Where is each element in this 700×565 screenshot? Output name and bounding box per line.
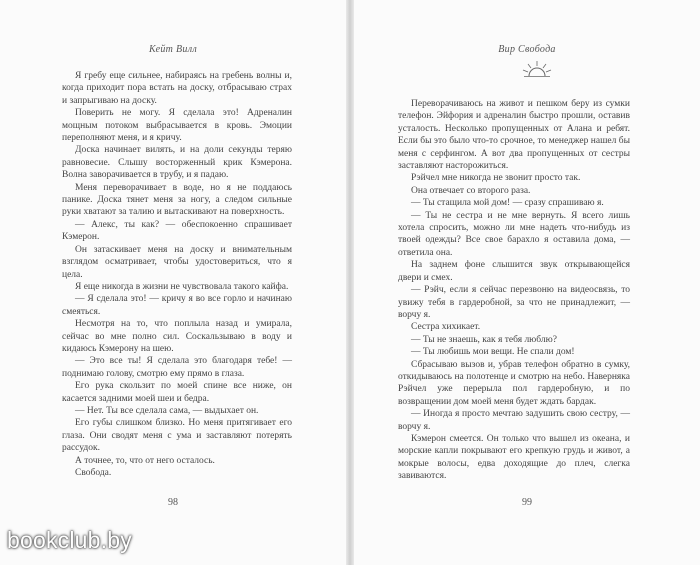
book-spine-gutter	[346, 0, 354, 565]
paragraph: Переворачиваюсь на живот и пешком беру из сумки телефон. Эйфория и адреналин быстро прошли, оставив усталость. Несколько пропущенных от Алана и ребят. Если бы это было что-то срочное, то менеджер нашел бы меня с серфингом. А вот два пропущенных от сестры заставляют насторожиться.	[398, 99, 630, 172]
paragraph: Я еще никогда в жизни не чувствовала такого кайфа.	[75, 281, 289, 292]
paragraph: — Ты не знаешь, как я тебя люблю?	[411, 334, 557, 345]
paragraph: — Ты стащила мой дом! — сразу спрашиваю я.	[411, 198, 604, 209]
paragraph: Несмотря на то, что поплыла назад и умирала, сейчас во мне полно сил. Соскальзываю в воду и кидаюсь Кэмерону на шею.	[62, 319, 292, 354]
paragraph: Доска начинает вилять, и на доли секунды теряю равновесие. Слышу восторженный крик Кэмерона. Волна заворачивается в трубу, и я падаю.	[62, 145, 292, 181]
running-header-right: Вир Свобода	[498, 44, 556, 55]
paragraph: Меня переворачивает в воде, но я не поддаюсь панике. Доска тянет меня за ногу, а следом сильные руки хватают за талию и вытаскивают на поверхность.	[62, 182, 292, 218]
paragraph: На заднем фоне слышится звук открывающейся двери и смех.	[398, 260, 630, 283]
paragraph: — Рэйч, если я сейчас перезвоню на видеосвязь, то увижу тебя в гардеробной, за что не принадлежит, — ворчу я.	[398, 285, 630, 320]
right-page	[354, 0, 700, 565]
paragraph: Кэмерон смеется. Он только что вышел из океана, и морские капли покрывают его крепкую грудь и живот, а мокрые волосы, едва доходящие до плеч, слегка завиваются.	[398, 433, 630, 482]
paragraph: Его рука скользит по моей спине все ниже, он касается задними моей шеи и бедра.	[62, 381, 292, 404]
paragraph: Она отвечает со второго раза.	[411, 185, 531, 196]
paragraph: Поверить не могу. Я сделала это! Адреналин мощным потоком выбрасывается в кровь. Эмоции переполняют меня, и я кричу.	[62, 108, 292, 144]
paragraph: Сбрасываю вызов и, убрав телефон обратно в сумку, откидываюсь на полотенце и смотрю на небо. Наверняка Рэйчел уже перерыла пол гардеробную, и по возвращении дом моей меня будет ждать бардак.	[398, 359, 630, 407]
paragraph: Свобода.	[75, 468, 112, 478]
paragraph: — Алекс, ты как? — обеспокоенно спрашивает Кэмерон.	[62, 219, 292, 243]
page-number-left: 98	[168, 497, 178, 508]
paragraph: — Это все ты! Я сделала это благодаря тебе! — поднимаю голову, смотрю ему прямо в глаза.	[62, 356, 292, 379]
paragraph: А точнее, то, что от него осталось.	[75, 455, 215, 466]
paragraph: — Иногда я просто мечтаю задушить свою сестру, — ворчу я.	[398, 409, 630, 432]
paragraph: Сестра хихикает.	[411, 322, 481, 333]
paragraph: Его губы слишком близко. Но меня притягивает его глаза. Они сводят меня с ума и заставляют потерять рассудок.	[62, 418, 292, 454]
paragraph: — Я сделала это! — кричу я во все горло и начинаю смеяться.	[62, 294, 292, 317]
page-number-right: 99	[522, 497, 532, 508]
right-page-body	[398, 98, 630, 483]
running-header-left: Кейт Вилл	[148, 44, 198, 55]
paragraph: — Нет. Ты все сделала сама, — выдыхает он.	[75, 405, 259, 416]
paragraph: Он затаскивает меня на доску и внимательным взглядом осматривает, чтобы удостовериться, что я цела.	[62, 244, 292, 280]
sun-ornament-icon	[520, 60, 554, 78]
site-watermark: bookclub.by	[7, 527, 132, 553]
left-page-body	[62, 70, 292, 479]
paragraph: — Ты не сестра и не мне вернуть. Я всего лишь хотела спросить, можно ли мне надеть что-нибудь из твоей одежды? Все свое барахло я оставила дома, — ответила она.	[398, 210, 630, 258]
left-page	[0, 0, 346, 565]
paragraph: Рэйчел мне никогда не звонит просто так.	[411, 173, 581, 184]
paragraph: Я гребу еще сильнее, набираясь на гребень волны и, когда приходит пора встать на доску, отбрасываю страх и запрыгиваю на доску.	[62, 71, 292, 106]
paragraph: — Ты любишь мои вещи. Не спали дом!	[411, 347, 575, 358]
